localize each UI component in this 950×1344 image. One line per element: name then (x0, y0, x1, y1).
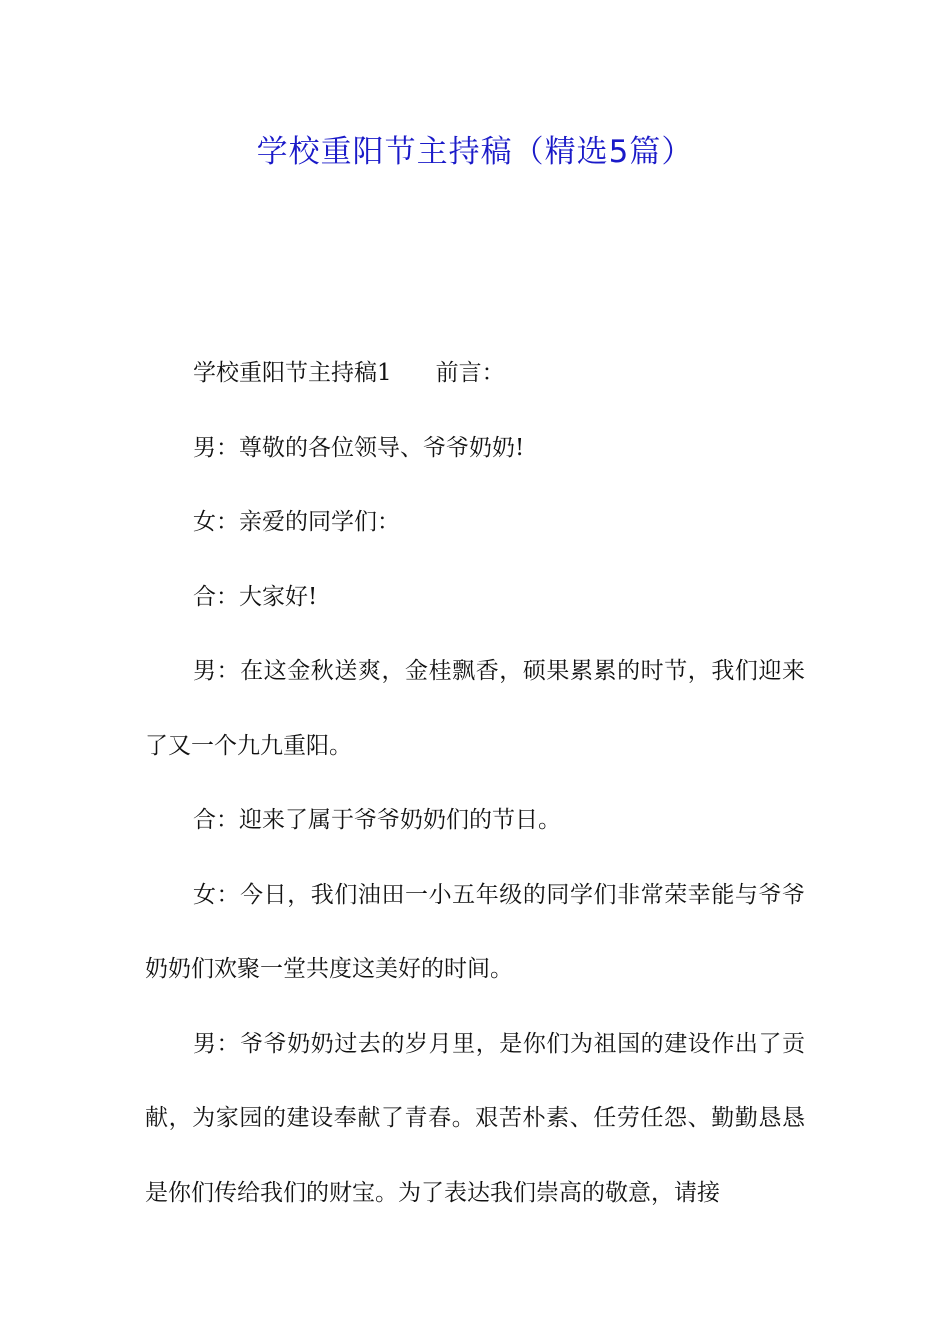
paragraph: 男：在这金秋送爽，金桂飘香，硕果累累的时节，我们迎来了又一个九九重阳。 (145, 658, 805, 759)
paragraph: 合：迎来了属于爷爷奶奶们的节日。 (193, 807, 561, 833)
paragraph: 女：亲爱的同学们： (193, 509, 400, 535)
section-heading-line (145, 336, 805, 411)
paragraph: 男：尊敬的各位领导、爷爷奶奶! (193, 434, 525, 461)
paragraph: 男：爷爷奶奶过去的岁月里，是你们为祖国的建设作出了贡献，为家园的建设奉献了青春。艰苦朴素、任劳任怨、勤勤恳恳是你们传给我们的财宝。为了表达我们崇高的敬意，请接 (145, 1030, 805, 1206)
document-body (145, 336, 805, 1230)
paragraph: 女：今日，我们油田一小五年级的同学们非常荣幸能与爷爷奶奶们欢聚一堂共度这美好的时间。 (145, 881, 805, 982)
paragraph: 合：大家好! (193, 583, 318, 610)
document-title: 学校重阳节主持稿（精选5篇） (256, 134, 694, 170)
section-heading: 学校重阳节主持稿1 (193, 360, 392, 386)
preface-label: 前言： (435, 360, 505, 386)
